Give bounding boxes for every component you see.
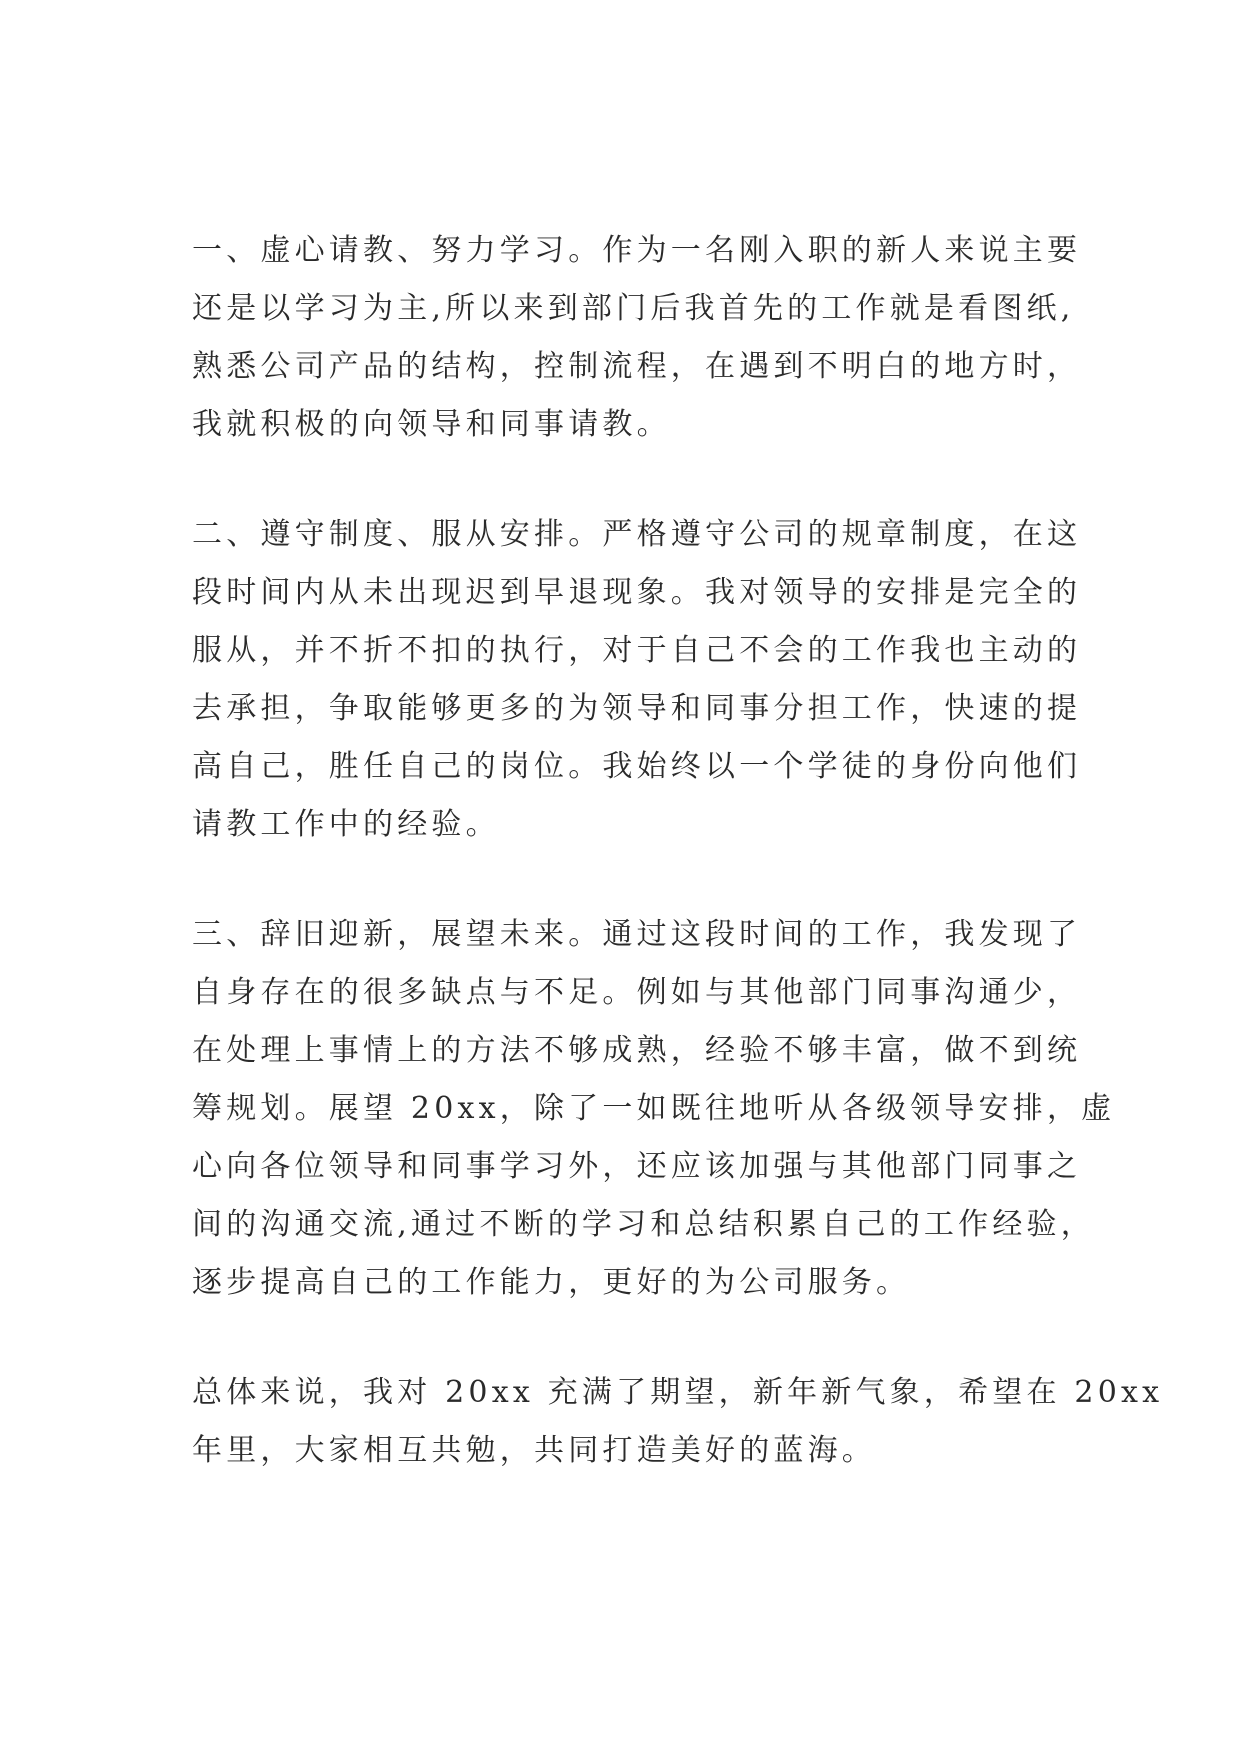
text-line: 一、虚心请教、努力学习。作为一名刚入职的新人来说主要 [192,233,1082,268]
text-line: 总体来说，我对 20xx 充满了期望，新年新气象，希望在 20xx [192,1375,1164,1410]
text-line: 熟悉公司产品的结构，控制流程，在遇到不明白的地方时， [192,349,1082,384]
text-line: 自身存在的很多缺点与不足。例如与其他部门同事沟通少， [192,975,1082,1010]
paragraph-4 [192,1364,1164,1480]
text-line: 逐步提高自己的工作能力，更好的为公司服务。 [192,1265,911,1300]
text-line: 请教工作中的经验。 [192,807,500,842]
text-line: 三、辞旧迎新，展望未来。通过这段时间的工作，我发现了 [192,917,1082,952]
text-line: 二、遵守制度、服从安排。严格遵守公司的规章制度，在这 [192,517,1082,552]
text-line: 段时间内从未出现迟到早退现象。我对领导的安排是完全的 [192,575,1082,610]
paragraph-3 [192,906,1116,1312]
text-line: 高自己，胜任自己的岗位。我始终以一个学徒的身份向他们 [192,749,1082,784]
text-line: 筹规划。展望 20xx，除了一如既往地听从各级领导安排，虚 [192,1091,1116,1126]
text-line: 去承担，争取能够更多的为领导和同事分担工作，快速的提 [192,691,1082,726]
document-body [192,222,1164,1532]
text-line: 年里，大家相互共勉，共同打造美好的蓝海。 [192,1433,876,1468]
text-line: 服从，并不折不扣的执行，对于自己不会的工作我也主动的 [192,633,1082,668]
text-line: 心向各位领导和同事学习外，还应该加强与其他部门同事之 [192,1149,1082,1184]
text-line: 间的沟通交流,通过不断的学习和总结积累自己的工作经验， [192,1207,1095,1242]
text-line: 在处理上事情上的方法不够成熟，经验不够丰富，做不到统 [192,1033,1082,1068]
paragraph-1 [192,222,1082,454]
paragraph-2 [192,506,1082,854]
text-line: 还是以学习为主,所以来到部门后我首先的工作就是看图纸, [192,291,1075,326]
text-line: 我就积极的向领导和同事请教。 [192,407,671,442]
